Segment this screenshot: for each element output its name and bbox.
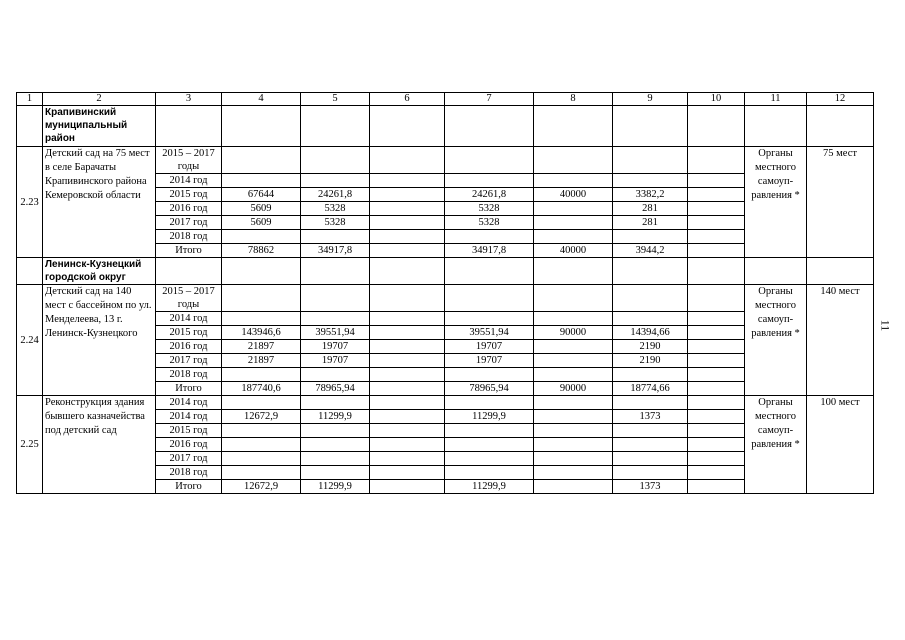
value-cell: 143946,6 (222, 326, 301, 340)
empty-cell (688, 258, 745, 285)
value-cell: 281 (613, 202, 688, 216)
year-cell: 2017 год (156, 452, 222, 466)
value-cell (301, 230, 370, 244)
column-number: 4 (222, 93, 301, 106)
value-cell: 21897 (222, 354, 301, 368)
value-cell (534, 424, 613, 438)
value-cell (688, 382, 745, 396)
year-cell: 2015 год (156, 326, 222, 340)
value-cell (534, 466, 613, 480)
value-cell (222, 438, 301, 452)
value-cell (688, 216, 745, 230)
column-number: 6 (370, 93, 445, 106)
column-number: 2 (43, 93, 156, 106)
value-cell (445, 312, 534, 326)
column-number: 3 (156, 93, 222, 106)
value-cell: 40000 (534, 188, 613, 202)
project-number: 2.24 (17, 285, 43, 396)
empty-cell (370, 258, 445, 285)
value-cell: 14394,66 (613, 326, 688, 340)
empty-cell (534, 258, 613, 285)
year-cell: 2015 год (156, 424, 222, 438)
value-cell (613, 285, 688, 312)
value-cell (534, 396, 613, 410)
value-cell (445, 230, 534, 244)
project-number: 2.23 (17, 147, 43, 258)
value-cell: 187740,6 (222, 382, 301, 396)
column-number: 7 (445, 93, 534, 106)
value-cell (688, 354, 745, 368)
value-cell (534, 230, 613, 244)
value-cell (688, 230, 745, 244)
empty-cell (301, 258, 370, 285)
empty-cell (745, 106, 807, 147)
value-cell: 67644 (222, 188, 301, 202)
column-number: 1 (17, 93, 43, 106)
value-cell (370, 202, 445, 216)
value-cell: 39551,94 (445, 326, 534, 340)
value-cell (370, 480, 445, 494)
empty-cell (222, 106, 301, 147)
value-cell (534, 312, 613, 326)
value-cell: 90000 (534, 326, 613, 340)
value-cell (688, 285, 745, 312)
year-cell: 2015 – 2017 годы (156, 147, 222, 174)
value-cell (370, 396, 445, 410)
year-cell: 2014 год (156, 396, 222, 410)
value-cell: 281 (613, 216, 688, 230)
value-cell (222, 174, 301, 188)
value-cell: 5609 (222, 216, 301, 230)
year-cell: 2014 год (156, 410, 222, 424)
value-cell (301, 174, 370, 188)
value-cell: 5328 (445, 216, 534, 230)
value-cell (222, 230, 301, 244)
empty-cell (688, 106, 745, 147)
responsible-org: Органы местного самоуп-равления * (745, 147, 807, 258)
value-cell (370, 424, 445, 438)
value-cell (370, 368, 445, 382)
year-cell: 2017 год (156, 216, 222, 230)
value-cell: 24261,8 (301, 188, 370, 202)
column-number: 5 (301, 93, 370, 106)
section-row (17, 258, 874, 285)
value-cell (222, 452, 301, 466)
value-cell (534, 340, 613, 354)
empty-cell (222, 258, 301, 285)
value-cell (445, 466, 534, 480)
value-cell (688, 244, 745, 258)
value-cell (301, 424, 370, 438)
value-cell: 40000 (534, 244, 613, 258)
year-cell: 2018 год (156, 230, 222, 244)
column-number: 8 (534, 93, 613, 106)
value-cell (370, 466, 445, 480)
value-cell (301, 466, 370, 480)
value-cell: 78862 (222, 244, 301, 258)
value-cell (688, 396, 745, 410)
value-cell: 19707 (445, 354, 534, 368)
value-cell (534, 285, 613, 312)
project-description: Реконструкция здания бывшего казначейства под детский сад (43, 396, 156, 494)
empty-cell (156, 258, 222, 285)
value-cell: 2190 (613, 354, 688, 368)
empty-cell (613, 258, 688, 285)
value-cell (613, 452, 688, 466)
value-cell (688, 410, 745, 424)
value-cell (370, 188, 445, 202)
value-cell (370, 230, 445, 244)
year-cell: 2014 год (156, 312, 222, 326)
empty-cell (301, 106, 370, 147)
value-cell (688, 340, 745, 354)
value-cell (370, 340, 445, 354)
header-row (17, 93, 874, 106)
value-cell: 5328 (301, 216, 370, 230)
value-cell (534, 438, 613, 452)
value-cell: 3944,2 (613, 244, 688, 258)
capacity-cell: 75 мест (807, 147, 874, 258)
value-cell (222, 466, 301, 480)
value-cell (613, 466, 688, 480)
value-cell (301, 368, 370, 382)
value-cell (688, 368, 745, 382)
value-cell (370, 382, 445, 396)
value-cell: 21897 (222, 340, 301, 354)
value-cell: 11299,9 (301, 480, 370, 494)
year-cell: Итого (156, 382, 222, 396)
value-cell (688, 188, 745, 202)
value-cell (688, 466, 745, 480)
value-cell (370, 244, 445, 258)
program-table (16, 92, 874, 494)
value-cell (534, 452, 613, 466)
year-cell: 2016 год (156, 202, 222, 216)
value-cell (370, 216, 445, 230)
value-cell (222, 424, 301, 438)
column-number: 9 (613, 93, 688, 106)
value-cell: 18774,66 (613, 382, 688, 396)
value-cell: 90000 (534, 382, 613, 396)
value-cell: 19707 (445, 340, 534, 354)
value-cell: 5609 (222, 202, 301, 216)
value-cell: 3382,2 (613, 188, 688, 202)
value-cell (370, 438, 445, 452)
column-number: 10 (688, 93, 745, 106)
value-cell: 1373 (613, 410, 688, 424)
value-cell (370, 312, 445, 326)
value-cell (370, 326, 445, 340)
value-cell (222, 396, 301, 410)
value-cell (613, 438, 688, 452)
value-cell (301, 396, 370, 410)
value-cell (534, 202, 613, 216)
value-cell (534, 480, 613, 494)
value-cell (301, 452, 370, 466)
value-cell (445, 147, 534, 174)
value-cell (445, 285, 534, 312)
value-cell (445, 452, 534, 466)
section-title: Крапивинский муниципальный район (43, 106, 156, 147)
responsible-org: Органы местного самоуп-равления * (745, 396, 807, 494)
project-description: Детский сад на 140 мест с бассейном по ул. Менделеева, 13 г. Ленинск-Кузнецкого (43, 285, 156, 396)
value-cell (534, 216, 613, 230)
section-title: Ленинск-Кузнецкий городской округ (43, 258, 156, 285)
year-cell: 2015 год (156, 188, 222, 202)
value-cell: 5328 (445, 202, 534, 216)
value-cell (222, 368, 301, 382)
value-cell (222, 312, 301, 326)
value-cell (534, 354, 613, 368)
year-cell: 2018 год (156, 466, 222, 480)
value-cell: 1373 (613, 480, 688, 494)
value-cell (534, 410, 613, 424)
value-cell (370, 410, 445, 424)
value-cell: 11299,9 (301, 410, 370, 424)
year-cell: Итого (156, 480, 222, 494)
value-cell (688, 452, 745, 466)
value-cell (445, 174, 534, 188)
value-cell: 11299,9 (445, 410, 534, 424)
value-cell: 78965,94 (445, 382, 534, 396)
value-cell (613, 174, 688, 188)
value-cell (613, 230, 688, 244)
year-cell: 2016 год (156, 438, 222, 452)
empty-cell (807, 258, 874, 285)
capacity-cell: 140 мест (807, 285, 874, 396)
value-cell (370, 147, 445, 174)
year-cell: 2016 год (156, 340, 222, 354)
value-cell (370, 354, 445, 368)
project-description: Детский сад на 75 мест в селе Барачаты Крапивинского района Кемеровской области (43, 147, 156, 258)
value-cell (445, 396, 534, 410)
year-cell: 2017 год (156, 354, 222, 368)
year-cell: 2015 – 2017 годы (156, 285, 222, 312)
empty-cell (745, 258, 807, 285)
value-cell (688, 202, 745, 216)
value-cell (688, 480, 745, 494)
value-cell (613, 396, 688, 410)
year-cell: Итого (156, 244, 222, 258)
value-cell (688, 326, 745, 340)
project-number: 2.25 (17, 396, 43, 494)
empty-cell (370, 106, 445, 147)
section-row (17, 106, 874, 147)
value-cell (613, 147, 688, 174)
value-cell (534, 368, 613, 382)
value-cell (445, 438, 534, 452)
column-number: 12 (807, 93, 874, 106)
value-cell (445, 368, 534, 382)
empty-cell (807, 106, 874, 147)
value-cell (688, 174, 745, 188)
responsible-org: Органы местного самоуп-равления * (745, 285, 807, 396)
value-cell (301, 312, 370, 326)
value-cell (370, 452, 445, 466)
value-cell: 11299,9 (445, 480, 534, 494)
column-number: 11 (745, 93, 807, 106)
value-cell (301, 285, 370, 312)
value-cell (688, 438, 745, 452)
value-cell (688, 312, 745, 326)
value-cell (301, 147, 370, 174)
value-cell (688, 424, 745, 438)
empty-cell (17, 258, 43, 285)
year-cell: 2014 год (156, 174, 222, 188)
value-cell (534, 174, 613, 188)
value-cell (445, 424, 534, 438)
table-row (17, 396, 874, 410)
value-cell (613, 368, 688, 382)
value-cell: 34917,8 (301, 244, 370, 258)
value-cell: 12672,9 (222, 480, 301, 494)
value-cell (222, 285, 301, 312)
value-cell (613, 312, 688, 326)
table-row (17, 285, 874, 312)
table-row (17, 147, 874, 174)
value-cell (301, 438, 370, 452)
empty-cell (445, 258, 534, 285)
value-cell (688, 147, 745, 174)
value-cell (222, 147, 301, 174)
value-cell (370, 174, 445, 188)
value-cell: 78965,94 (301, 382, 370, 396)
value-cell: 12672,9 (222, 410, 301, 424)
empty-cell (17, 106, 43, 147)
value-cell: 34917,8 (445, 244, 534, 258)
empty-cell (613, 106, 688, 147)
value-cell: 19707 (301, 354, 370, 368)
value-cell: 24261,8 (445, 188, 534, 202)
value-cell: 5328 (301, 202, 370, 216)
page-number: 11 (878, 319, 893, 332)
value-cell: 19707 (301, 340, 370, 354)
value-cell (613, 424, 688, 438)
value-cell (370, 285, 445, 312)
empty-cell (156, 106, 222, 147)
value-cell (534, 147, 613, 174)
value-cell: 39551,94 (301, 326, 370, 340)
empty-cell (534, 106, 613, 147)
empty-cell (445, 106, 534, 147)
capacity-cell: 100 мест (807, 396, 874, 494)
year-cell: 2018 год (156, 368, 222, 382)
value-cell: 2190 (613, 340, 688, 354)
